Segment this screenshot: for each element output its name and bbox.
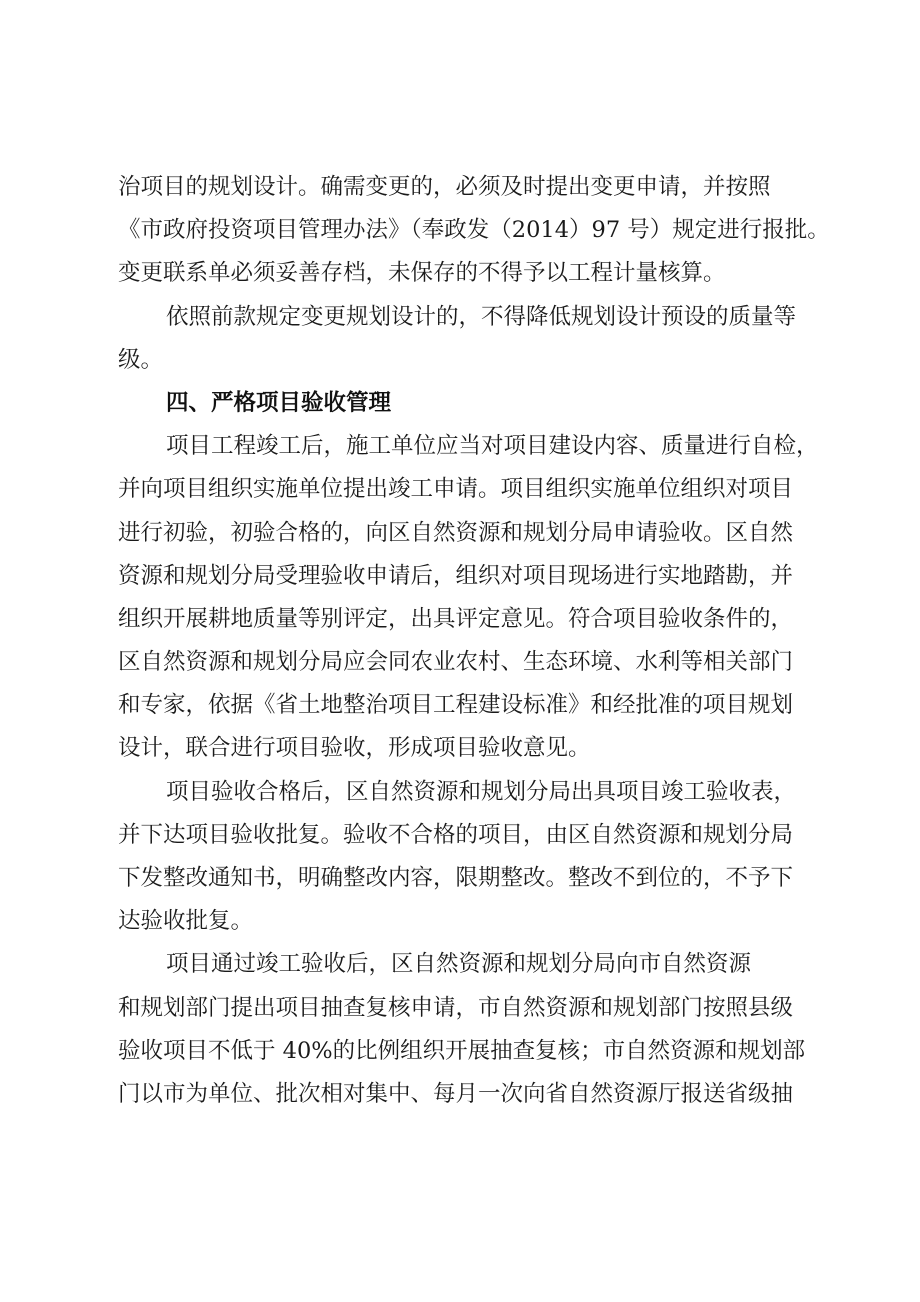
paragraph bbox=[118, 166, 830, 296]
text-line: 资源和规划分局受理验收申请后，组织对项目现场进行实地踏勘，并 bbox=[118, 562, 794, 589]
text-line: 和专家，依据《省土地整治项目工程建设标准》和经批准的项目规划 bbox=[118, 692, 794, 719]
text-line: 并下达项目验收批复。验收不合格的项目，由区自然资源和规划分局 bbox=[118, 821, 794, 848]
text-line: 依照前款规定变更规划设计的，不得降低规划设计预设的质量等 bbox=[166, 303, 797, 330]
text-line: 验收项目不低于 40%的比例组织开展抽查复核；市自然资源和规划部 bbox=[118, 1037, 806, 1064]
text-line: 进行初验，初验合格的，向区自然资源和规划分局申请验收。区自然 bbox=[118, 519, 794, 546]
heading-text: 四、严格项目验收管理 bbox=[166, 389, 392, 416]
text-line: 项目工程竣工后，施工单位应当对项目建设内容、质量进行自检， bbox=[166, 433, 819, 460]
text-line: 《市政府投资项目管理办法》（奉政发（2014）97 号）规定进行报批。 bbox=[118, 217, 830, 244]
section-heading bbox=[118, 382, 818, 425]
text-line: 设计，联合进行项目验收，形成项目验收意见。 bbox=[118, 735, 591, 762]
paragraph bbox=[118, 296, 818, 382]
text-line: 和规划部门提出项目抽查复核申请，市自然资源和规划部门按照县级 bbox=[118, 994, 794, 1021]
text-line: 门以市为单位、批次相对集中、每月一次向省自然资源厅报送省级抽 bbox=[118, 1080, 794, 1107]
text-line: 变更联系单必须妥善存档，未保存的不得予以工程计量核算。 bbox=[118, 260, 726, 287]
paragraph bbox=[118, 771, 818, 944]
text-line: 项目通过竣工验收后，区自然资源和规划分局向市自然资源 bbox=[166, 951, 752, 978]
document-body bbox=[118, 166, 830, 1116]
paragraph bbox=[118, 943, 818, 1116]
text-line: 并向项目组织实施单位提出竣工申请。项目组织实施单位组织对项目 bbox=[118, 476, 794, 503]
text-line: 级。 bbox=[118, 346, 164, 373]
text-line: 达验收批复。 bbox=[118, 908, 254, 935]
text-line: 组织开展耕地质量等别评定，出具评定意见。符合项目验收条件的， bbox=[118, 605, 794, 632]
paragraph bbox=[118, 425, 818, 771]
text-line: 治项目的规划设计。确需变更的，必须及时提出变更申请，并按照 bbox=[118, 174, 771, 200]
text-line: 区自然资源和规划分局应会同农业农村、生态环境、水利等相关部门 bbox=[118, 649, 794, 676]
text-line: 项目验收合格后，区自然资源和规划分局出具项目竣工验收表， bbox=[166, 778, 797, 805]
text-line: 下发整改通知书，明确整改内容，限期整改。整改不到位的，不予下 bbox=[118, 865, 794, 891]
